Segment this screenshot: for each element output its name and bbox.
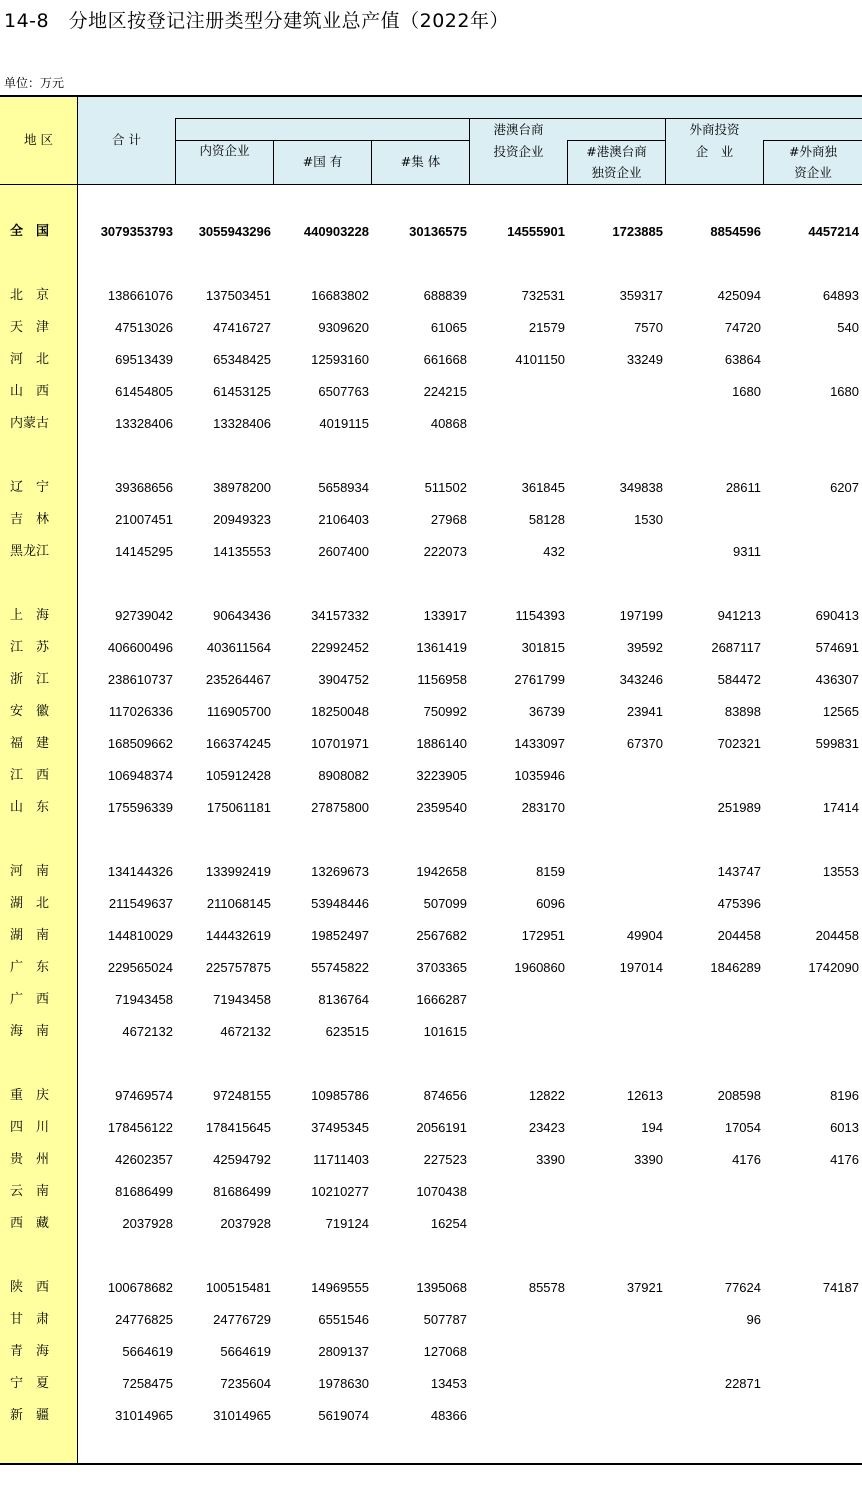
value-cell: 229565024 bbox=[107, 960, 173, 975]
value-cell: 106948374 bbox=[107, 768, 173, 783]
value-cell: 127068 bbox=[423, 1344, 467, 1359]
value-cell: 8196 bbox=[830, 1088, 859, 1103]
value-cell: 2607400 bbox=[318, 544, 369, 559]
header-hkmt-sole: #港澳台商 bbox=[586, 144, 647, 159]
value-cell: 61453125 bbox=[213, 384, 271, 399]
value-cell: 574691 bbox=[815, 640, 859, 655]
value-cell: 4672132 bbox=[220, 1024, 271, 1039]
value-cell: 194 bbox=[641, 1120, 663, 1135]
region-label: 天 津 bbox=[10, 320, 50, 335]
value-cell: 2037928 bbox=[122, 1216, 173, 1231]
region-label: 浙 江 bbox=[10, 672, 50, 687]
header-region: 地 区 bbox=[24, 132, 53, 147]
value-cell: 540 bbox=[837, 320, 859, 335]
value-cell: 20949323 bbox=[213, 512, 271, 527]
value-cell: 12565 bbox=[822, 704, 859, 719]
value-cell: 31014965 bbox=[115, 1408, 173, 1423]
region-label: 山 东 bbox=[10, 800, 50, 815]
value-cell: 34157332 bbox=[311, 608, 369, 623]
value-cell: 178456122 bbox=[107, 1120, 173, 1135]
region-label: 青 海 bbox=[10, 1344, 50, 1359]
value-cell: 17414 bbox=[822, 800, 859, 815]
value-cell: 12613 bbox=[626, 1088, 663, 1103]
value-cell: 197199 bbox=[619, 608, 663, 623]
value-cell: 403611564 bbox=[206, 640, 271, 655]
value-cell: 5664619 bbox=[220, 1344, 271, 1359]
region-label: 重 庆 bbox=[10, 1088, 50, 1103]
value-cell: 1395068 bbox=[416, 1280, 467, 1295]
table-row bbox=[0, 344, 862, 376]
value-cell: 74187 bbox=[822, 1280, 859, 1295]
value-cell: 2106403 bbox=[318, 512, 369, 527]
region-label: 海 南 bbox=[10, 1024, 50, 1039]
region-label: 湖 南 bbox=[10, 928, 50, 943]
value-cell: 37495345 bbox=[311, 1120, 369, 1135]
table-row bbox=[0, 952, 862, 984]
value-cell: 1433097 bbox=[514, 736, 565, 751]
header-collective: #集 体 bbox=[400, 154, 441, 169]
value-cell: 23941 bbox=[626, 704, 663, 719]
value-cell: 33249 bbox=[626, 352, 663, 367]
value-cell: 436307 bbox=[815, 672, 859, 687]
value-cell: 3055943296 bbox=[198, 224, 271, 239]
value-cell: 584472 bbox=[717, 672, 761, 687]
header-foreign: 外商投资 bbox=[689, 122, 740, 137]
value-cell: 1886140 bbox=[416, 736, 467, 751]
region-label: 内蒙古 bbox=[10, 416, 50, 431]
header-total: 合 计 bbox=[112, 132, 141, 147]
value-cell: 750992 bbox=[423, 704, 467, 719]
region-label: 全 国 bbox=[10, 224, 50, 239]
value-cell: 283170 bbox=[521, 800, 565, 815]
value-cell: 100678682 bbox=[107, 1280, 173, 1295]
value-cell: 3079353793 bbox=[100, 224, 173, 239]
top-rule bbox=[0, 95, 862, 97]
value-cell: 349838 bbox=[619, 480, 663, 495]
table-row bbox=[0, 1368, 862, 1400]
value-cell: 14135553 bbox=[213, 544, 271, 559]
value-cell: 16254 bbox=[430, 1216, 467, 1231]
table-row bbox=[0, 1144, 862, 1176]
value-cell: 343246 bbox=[619, 672, 663, 687]
value-cell: 21579 bbox=[528, 320, 565, 335]
value-cell: 58128 bbox=[528, 512, 565, 527]
value-cell: 661668 bbox=[423, 352, 467, 367]
value-cell: 1723885 bbox=[612, 224, 663, 239]
value-cell: 168509662 bbox=[107, 736, 173, 751]
value-cell: 507099 bbox=[423, 896, 467, 911]
value-cell: 7258475 bbox=[122, 1376, 173, 1391]
value-cell: 138661076 bbox=[107, 288, 173, 303]
value-cell: 359317 bbox=[619, 288, 663, 303]
value-cell: 137503451 bbox=[205, 288, 271, 303]
value-cell: 432 bbox=[543, 544, 565, 559]
region-label: 新 疆 bbox=[10, 1408, 50, 1423]
value-cell: 67370 bbox=[626, 736, 663, 751]
region-label: 贵 州 bbox=[10, 1152, 50, 1167]
value-cell: 6507763 bbox=[318, 384, 369, 399]
value-cell: 224215 bbox=[423, 384, 467, 399]
value-cell: 2359540 bbox=[416, 800, 467, 815]
value-cell: 13553 bbox=[822, 864, 859, 879]
value-cell: 5658934 bbox=[318, 480, 369, 495]
table-row bbox=[0, 664, 862, 696]
value-cell: 1960860 bbox=[514, 960, 565, 975]
value-cell: 74720 bbox=[724, 320, 761, 335]
value-cell: 204458 bbox=[717, 928, 761, 943]
value-cell: 63864 bbox=[724, 352, 761, 367]
value-cell: 475396 bbox=[717, 896, 761, 911]
value-cell: 1035946 bbox=[514, 768, 565, 783]
table-row bbox=[0, 1336, 862, 1368]
region-label: 陕 西 bbox=[10, 1280, 50, 1295]
table-row bbox=[0, 1176, 862, 1208]
value-cell: 100515481 bbox=[205, 1280, 271, 1295]
region-label: 宁 夏 bbox=[10, 1376, 50, 1391]
value-cell: 19852497 bbox=[311, 928, 369, 943]
value-cell: 4672132 bbox=[122, 1024, 173, 1039]
value-cell: 2687117 bbox=[711, 640, 761, 655]
value-cell: 511502 bbox=[424, 480, 467, 495]
table-row bbox=[0, 1272, 862, 1304]
value-cell: 143747 bbox=[717, 864, 761, 879]
value-cell: 47513026 bbox=[115, 320, 173, 335]
value-cell: 64893 bbox=[822, 288, 859, 303]
region-label: 云 南 bbox=[10, 1184, 50, 1199]
value-cell: 225757875 bbox=[205, 960, 271, 975]
value-cell: 1361419 bbox=[416, 640, 467, 655]
value-cell: 1680 bbox=[830, 384, 859, 399]
value-cell: 22871 bbox=[724, 1376, 761, 1391]
value-cell: 16683802 bbox=[311, 288, 369, 303]
value-cell: 1942658 bbox=[416, 864, 467, 879]
value-cell: 81686499 bbox=[115, 1184, 173, 1199]
value-cell: 10701971 bbox=[311, 736, 369, 751]
value-cell: 77624 bbox=[724, 1280, 761, 1295]
value-cell: 24776729 bbox=[213, 1312, 271, 1327]
value-cell: 61065 bbox=[430, 320, 467, 335]
value-cell: 134144326 bbox=[107, 864, 173, 879]
table-row bbox=[0, 1112, 862, 1144]
value-cell: 719124 bbox=[325, 1216, 369, 1231]
header-hkmt: 港澳台商 bbox=[493, 122, 544, 137]
region-label: 广 西 bbox=[10, 992, 50, 1007]
value-cell: 14555901 bbox=[507, 224, 565, 239]
bottom-rule bbox=[0, 1463, 862, 1465]
value-cell: 1742090 bbox=[808, 960, 859, 975]
header-hkmt-sole: 独资企业 bbox=[591, 165, 642, 180]
value-cell: 42594792 bbox=[213, 1152, 271, 1167]
value-cell: 71943458 bbox=[213, 992, 271, 1007]
value-cell: 27968 bbox=[430, 512, 467, 527]
value-cell: 211549637 bbox=[108, 896, 173, 911]
value-cell: 175596339 bbox=[107, 800, 173, 815]
value-cell: 12593160 bbox=[311, 352, 369, 367]
value-cell: 2037928 bbox=[220, 1216, 271, 1231]
region-label: 甘 肃 bbox=[10, 1312, 50, 1327]
value-cell: 97469574 bbox=[115, 1088, 173, 1103]
value-cell: 18250048 bbox=[311, 704, 369, 719]
table-row bbox=[0, 600, 862, 632]
value-cell: 361845 bbox=[521, 480, 565, 495]
value-cell: 81686499 bbox=[213, 1184, 271, 1199]
value-cell: 105912428 bbox=[205, 768, 271, 783]
table-row bbox=[0, 1208, 862, 1240]
value-cell: 144432619 bbox=[205, 928, 271, 943]
value-cell: 39368656 bbox=[115, 480, 173, 495]
value-cell: 1530 bbox=[634, 512, 663, 527]
table-row bbox=[0, 632, 862, 664]
table-row bbox=[0, 504, 862, 536]
region-label: 福 建 bbox=[10, 736, 50, 751]
value-cell: 24776825 bbox=[115, 1312, 173, 1327]
value-cell: 48366 bbox=[430, 1408, 467, 1423]
value-cell: 27875800 bbox=[311, 800, 369, 815]
region-label: 上 海 bbox=[10, 608, 50, 623]
region-label: 山 西 bbox=[10, 384, 50, 399]
value-cell: 61454805 bbox=[115, 384, 173, 399]
header-foreign-sole: #外商独 bbox=[789, 144, 837, 159]
value-cell: 10210277 bbox=[311, 1184, 369, 1199]
value-cell: 3904752 bbox=[318, 672, 369, 687]
value-cell: 4176 bbox=[830, 1152, 859, 1167]
value-cell: 2761799 bbox=[514, 672, 565, 687]
value-cell: 1156958 bbox=[417, 672, 467, 687]
region-label: 河 南 bbox=[10, 864, 50, 879]
value-cell: 8908082 bbox=[318, 768, 369, 783]
value-cell: 85578 bbox=[528, 1280, 565, 1295]
value-cell: 8854596 bbox=[710, 224, 761, 239]
value-cell: 47416727 bbox=[213, 320, 271, 335]
value-cell: 227523 bbox=[423, 1152, 467, 1167]
value-cell: 71943458 bbox=[115, 992, 173, 1007]
value-cell: 36739 bbox=[528, 704, 565, 719]
value-cell: 4101150 bbox=[515, 352, 565, 367]
value-cell: 14969555 bbox=[311, 1280, 369, 1295]
value-cell: 69513439 bbox=[115, 352, 173, 367]
value-cell: 6551546 bbox=[318, 1312, 369, 1327]
value-cell: 4457214 bbox=[808, 224, 859, 239]
value-cell: 623515 bbox=[325, 1024, 369, 1039]
value-cell: 1070438 bbox=[416, 1184, 467, 1199]
value-cell: 251989 bbox=[717, 800, 761, 815]
value-cell: 6013 bbox=[830, 1120, 859, 1135]
value-cell: 204458 bbox=[815, 928, 859, 943]
value-cell: 83898 bbox=[724, 704, 761, 719]
value-cell: 238610737 bbox=[107, 672, 173, 687]
value-cell: 13269673 bbox=[311, 864, 369, 879]
value-cell: 101615 bbox=[423, 1024, 467, 1039]
region-label: 吉 林 bbox=[10, 512, 50, 527]
value-cell: 144810029 bbox=[107, 928, 173, 943]
value-cell: 42602357 bbox=[115, 1152, 173, 1167]
region-label: 广 东 bbox=[10, 960, 50, 975]
value-cell: 208598 bbox=[717, 1088, 761, 1103]
table-row bbox=[0, 1304, 862, 1336]
value-cell: 406600496 bbox=[107, 640, 173, 655]
unit-label: 单位：万元 bbox=[4, 76, 65, 90]
value-cell: 8136764 bbox=[318, 992, 369, 1007]
region-label: 四 川 bbox=[10, 1120, 50, 1135]
value-cell: 65348425 bbox=[213, 352, 271, 367]
value-cell: 6207 bbox=[830, 480, 859, 495]
value-cell: 6096 bbox=[536, 896, 565, 911]
value-cell: 197014 bbox=[619, 960, 663, 975]
value-cell: 3390 bbox=[634, 1152, 663, 1167]
value-cell: 90643436 bbox=[213, 608, 271, 623]
table-row bbox=[0, 1016, 862, 1048]
header-foreign-sole: 资企业 bbox=[794, 165, 832, 180]
value-cell: 10985786 bbox=[311, 1088, 369, 1103]
value-cell: 211068145 bbox=[206, 896, 271, 911]
value-cell: 40868 bbox=[430, 416, 467, 431]
value-cell: 55745822 bbox=[311, 960, 369, 975]
value-cell: 5619074 bbox=[318, 1408, 369, 1423]
value-cell: 2809137 bbox=[318, 1344, 369, 1359]
value-cell: 37921 bbox=[626, 1280, 663, 1295]
table-row bbox=[0, 376, 862, 408]
value-cell: 3703365 bbox=[416, 960, 467, 975]
value-cell: 1680 bbox=[732, 384, 761, 399]
table-row bbox=[0, 1080, 862, 1112]
table-row bbox=[0, 280, 862, 312]
value-cell: 28611 bbox=[725, 480, 761, 495]
value-cell: 166374245 bbox=[205, 736, 271, 751]
value-cell: 5664619 bbox=[122, 1344, 173, 1359]
table-row bbox=[0, 472, 862, 504]
value-cell: 39592 bbox=[626, 640, 663, 655]
value-cell: 507787 bbox=[423, 1312, 467, 1327]
value-cell: 3223905 bbox=[416, 768, 467, 783]
header-domestic: 内资企业 bbox=[199, 143, 250, 158]
value-cell: 1846289 bbox=[710, 960, 761, 975]
value-cell: 175061181 bbox=[206, 800, 271, 815]
value-cell: 92739042 bbox=[115, 608, 173, 623]
table-row bbox=[0, 536, 862, 568]
value-cell: 12822 bbox=[528, 1088, 565, 1103]
table-row bbox=[0, 760, 862, 792]
table-row bbox=[0, 312, 862, 344]
value-cell: 3390 bbox=[536, 1152, 565, 1167]
value-cell: 301815 bbox=[521, 640, 565, 655]
table-row-total bbox=[0, 216, 862, 248]
header-state-owned: #国 有 bbox=[302, 154, 343, 169]
region-label: 安 徽 bbox=[10, 704, 50, 719]
table-row bbox=[0, 728, 862, 760]
value-cell: 2056191 bbox=[416, 1120, 467, 1135]
value-cell: 2567682 bbox=[416, 928, 467, 943]
value-cell: 688839 bbox=[423, 288, 467, 303]
table-row bbox=[0, 408, 862, 440]
value-cell: 13453 bbox=[430, 1376, 467, 1391]
value-cell: 235264467 bbox=[205, 672, 271, 687]
value-cell: 1154393 bbox=[515, 608, 565, 623]
region-label: 辽 宁 bbox=[10, 480, 50, 495]
value-cell: 7570 bbox=[634, 320, 663, 335]
value-cell: 13328406 bbox=[213, 416, 271, 431]
table-row bbox=[0, 1400, 862, 1432]
value-cell: 178415645 bbox=[205, 1120, 271, 1135]
value-cell: 9311 bbox=[733, 544, 761, 559]
value-cell: 96 bbox=[746, 1312, 761, 1327]
header-foreign: 企 业 bbox=[695, 144, 734, 159]
value-cell: 425094 bbox=[717, 288, 761, 303]
value-cell: 1666287 bbox=[416, 992, 467, 1007]
value-cell: 21007451 bbox=[115, 512, 173, 527]
region-label: 湖 北 bbox=[10, 896, 50, 911]
value-cell: 13328406 bbox=[115, 416, 173, 431]
value-cell: 9309620 bbox=[318, 320, 369, 335]
value-cell: 38978200 bbox=[213, 480, 271, 495]
value-cell: 1978630 bbox=[318, 1376, 369, 1391]
value-cell: 31014965 bbox=[213, 1408, 271, 1423]
value-cell: 53948446 bbox=[311, 896, 369, 911]
value-cell: 690413 bbox=[815, 608, 859, 623]
value-cell: 874656 bbox=[423, 1088, 467, 1103]
value-cell: 172951 bbox=[521, 928, 565, 943]
table-row bbox=[0, 792, 862, 824]
value-cell: 11711403 bbox=[313, 1152, 369, 1167]
value-cell: 732531 bbox=[521, 288, 565, 303]
value-cell: 4176 bbox=[732, 1152, 761, 1167]
region-label: 黑龙江 bbox=[10, 544, 50, 559]
value-cell: 702321 bbox=[717, 736, 761, 751]
value-cell: 23423 bbox=[528, 1120, 565, 1135]
value-cell: 941213 bbox=[717, 608, 761, 623]
value-cell: 7235604 bbox=[220, 1376, 271, 1391]
region-label: 江 西 bbox=[10, 768, 50, 783]
value-cell: 117026336 bbox=[108, 704, 173, 719]
value-cell: 440903228 bbox=[303, 224, 369, 239]
table-row bbox=[0, 984, 862, 1016]
table-title: 14-8 分地区按登记注册类型分建筑业总产值（2022年） bbox=[4, 10, 509, 32]
table-row bbox=[0, 696, 862, 728]
header-bottom-rule bbox=[0, 184, 862, 185]
value-cell: 17054 bbox=[724, 1120, 761, 1135]
value-cell: 97248155 bbox=[213, 1088, 271, 1103]
value-cell: 116905700 bbox=[206, 704, 271, 719]
value-cell: 30136575 bbox=[409, 224, 467, 239]
table-row bbox=[0, 920, 862, 952]
header-hkmt: 投资企业 bbox=[493, 144, 544, 159]
value-cell: 4019115 bbox=[319, 416, 369, 431]
value-cell: 133917 bbox=[423, 608, 467, 623]
value-cell: 222073 bbox=[423, 544, 467, 559]
region-label: 北 京 bbox=[10, 288, 50, 303]
region-label: 西 藏 bbox=[10, 1216, 50, 1231]
value-cell: 22992452 bbox=[311, 640, 369, 655]
table-row bbox=[0, 888, 862, 920]
value-cell: 599831 bbox=[815, 736, 859, 751]
value-cell: 14145295 bbox=[115, 544, 173, 559]
table-row bbox=[0, 856, 862, 888]
value-cell: 8159 bbox=[536, 864, 565, 879]
value-cell: 49904 bbox=[626, 928, 663, 943]
region-label: 江 苏 bbox=[10, 640, 50, 655]
region-label: 河 北 bbox=[10, 352, 50, 367]
value-cell: 133992419 bbox=[205, 864, 271, 879]
